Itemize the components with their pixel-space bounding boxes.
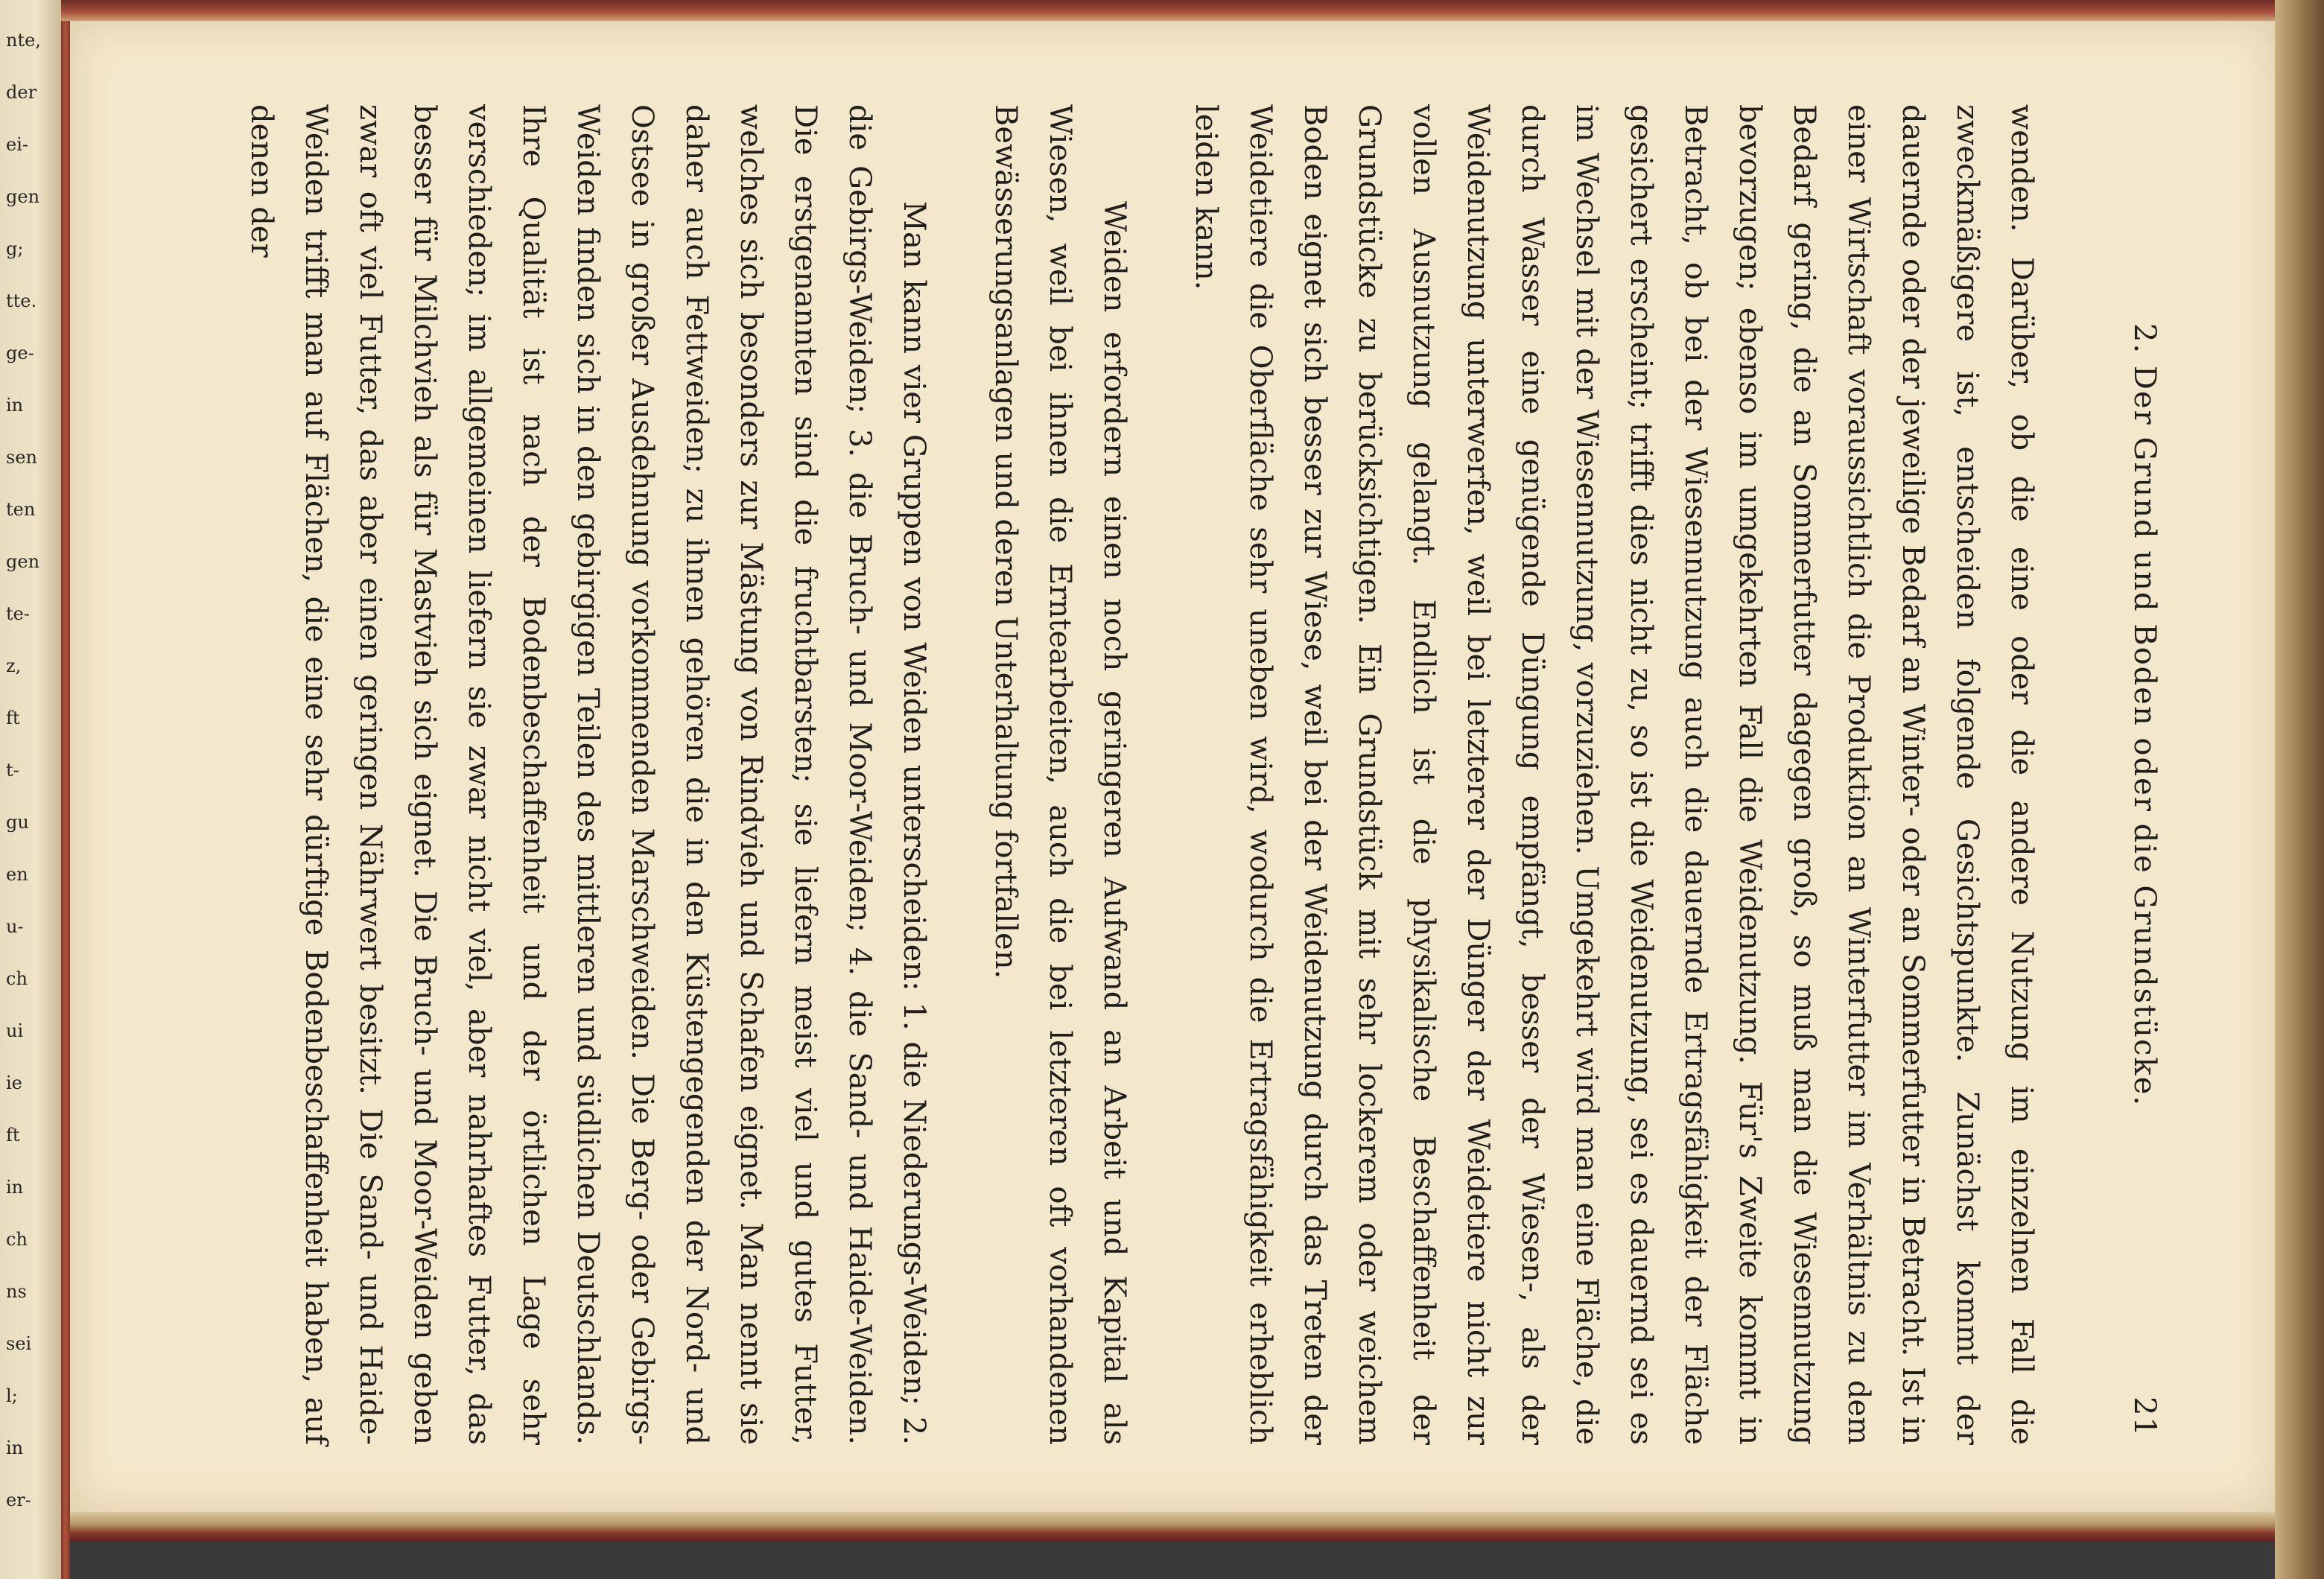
previous-page-edge [0, 0, 61, 1579]
previous-page-text-fragment: sen [6, 447, 37, 468]
previous-page-text-fragment: ie [6, 1073, 22, 1093]
book-cover-bottom-edge [70, 1512, 2275, 1542]
previous-page-text-fragment: gen [6, 186, 40, 207]
previous-page-text-fragment: ch [6, 968, 28, 989]
book-cover-top-edge [61, 0, 2279, 21]
previous-page-text-fragment: ft [6, 708, 20, 728]
previous-page-text-fragment: u- [6, 916, 24, 937]
page-stack-edge [2275, 0, 2324, 1579]
previous-page-text-fragment: sei [6, 1333, 32, 1354]
previous-page-text-fragment: en [6, 864, 28, 885]
book-spine-edge [61, 0, 70, 1579]
previous-page-text-fragment: z, [6, 655, 22, 676]
previous-page-text-fragment: gu [6, 812, 29, 833]
paragraph-1: wenden. Darüber, ob die eine oder die andere Nutzung im einzelnen Fall die zweckmäßigere ist, entscheiden folgende Gesichtspunkte. Zunächst kommt der dauernde oder der jeweilige Bedarf an Winter- oder an Sommerfutter in Betracht. Ist in einer Wirtschaft voraussichtlich die Produktion an Winterfutter im Verhältnis zu dem Bedarf gering, die an Sommerfutter dagegen groß, so muß man die Wiesennutzung bevorzugen; ebenso im umgekehrten Fall die Weidenutzung. Für's Zweite kommt in Betracht, ob bei der Wiesennutzung auch die dauernde Ertragsfähigkeit der Fläche gesichert erscheint; trifft dies nicht zu, so ist die Weidenutzung, sei es dauernd sei es im Wechsel mit der Wiesennutzung, vorzuziehen. Umgekehrt wird man eine Fläche, die durch Wasser eine genügende Düngung empfängt, besser der Wiesen-, als der Weidenutzung unterwerfen, weil bei letzterer der Dünger der Weidetiere nicht zur vollen Ausnutzung gelangt. Endlich ist die physikalische Beschaffenheit der Grundstücke zu berücksichtigen. Ein Grundstück mit sehr lockerem oder weichem Boden eignet sich besser zur Wiese, weil bei der Weidenutzung durch das Treten der Weidetiere die Oberfläche sehr uneben wird, wodurch die Ertragsfähigkeit erheblich leiden kann. [1189, 104, 2039, 1445]
previous-page-text-fragment: g; [6, 238, 24, 259]
previous-page-text-fragment: der [6, 82, 37, 103]
previous-page-text-fragment: ns [6, 1281, 27, 1302]
page-content [97, 104, 2168, 1445]
previous-page-text-fragment: in [6, 1177, 24, 1198]
previous-page-text-fragment: ft [6, 1125, 20, 1146]
previous-page-text-fragment: gen [6, 551, 40, 572]
previous-page-text-fragment: te- [6, 603, 30, 624]
previous-page-text-fragment: t- [6, 760, 19, 781]
previous-page-text-fragment: in [6, 395, 24, 416]
previous-page-text-fragment: ei- [6, 134, 28, 155]
paragraph-3: Man kann vier Gruppen von Weiden unterscheiden: 1. die Niederungs-Weiden; 2. die Gebirgs-Weiden; 3. die Bruch- und Moor-Weiden; 4. die Sand- und Haide-Weiden. Die erstgenannten sind die fruchtbarsten; sie liefern meist viel und gutes Futter, welches sich besonders zur Mästung von Rindvieh und Schafen eignet. Man nennt sie daher auch Fettweiden; zu ihnen gehören die in den Küstengegenden der Nord- und Ostsee in großer Ausdehnung vorkommenden Marschweiden. Die Berg- oder Gebirgs-Weiden finden sich in den gebirgigen Teilen des mittleren und südlichen Deutschlands. Ihre Qualität ist nach der Bodenbeschaffenheit und der örtlichen Lage sehr verschieden; im allgemeinen liefern sie zwar nicht viel, aber nahrhaftes Futter, das besser für Milchvieh als für Mastvieh sich eignet. Die Bruch- und Moor-Weiden geben zwar oft viel Futter, das aber einen geringen Nährwert besitzt. Die Sand- und Haide-Weiden trifft man auf Flächen, die eine sehr dürftige Bodenbeschaffenheit haben, auf denen der [244, 104, 931, 1445]
page-number: 21 [2127, 1397, 2162, 1437]
previous-page-text-fragment: l; [6, 1385, 18, 1406]
running-head-title: 2. Der Grund und Boden oder die Grundstücke. [2127, 323, 2162, 1108]
previous-page-text-fragment: ge- [6, 343, 34, 363]
paragraph-2: Weiden erfordern einen noch geringeren Aufwand an Arbeit und Kapital als Wiesen, weil bei ihnen die Erntearbeiten, auch die bei letzteren oft vorhandenen Bewässerungsanlagen und deren Unterhaltung fortfallen. [988, 104, 1131, 1445]
previous-page-text-fragment: in [6, 1437, 24, 1458]
previous-page-text-fragment: nte, [6, 30, 41, 51]
previous-page-text-fragment: tte. [6, 290, 37, 311]
body-text [234, 104, 2048, 1445]
previous-page-text-fragment: ten [6, 499, 36, 520]
running-head [2115, 104, 2168, 1445]
previous-page-text-fragment: ui [6, 1020, 24, 1041]
previous-page-text-fragment: ch [6, 1229, 28, 1250]
previous-page-text-fragment: er- [6, 1490, 31, 1510]
